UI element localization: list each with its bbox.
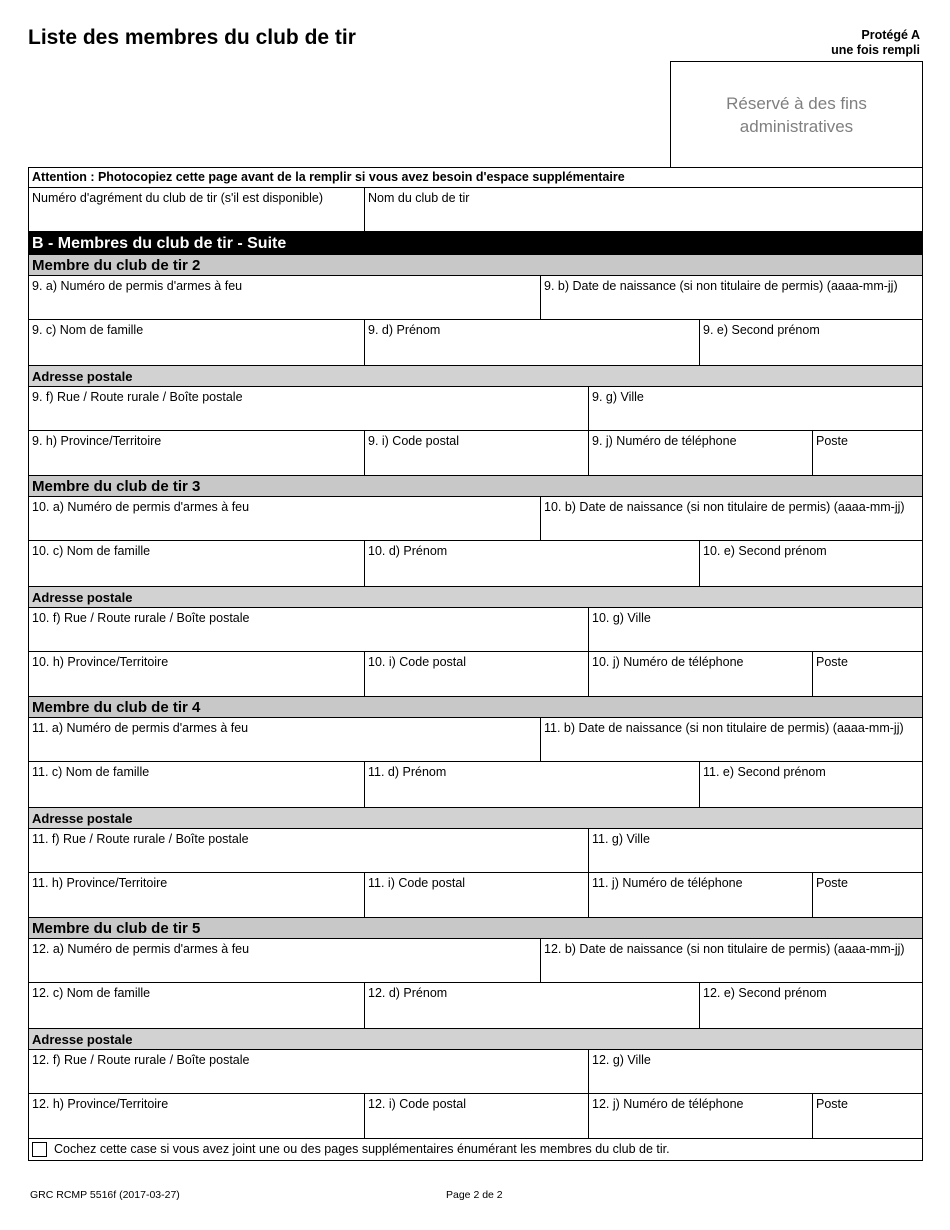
member-4-street-field[interactable]: 11. f) Rue / Route rurale / Boîte postale	[32, 832, 249, 846]
club-approval-number-field[interactable]: Numéro d'agrément du club de tir (s'il est disponible)	[32, 191, 324, 205]
member-4-city-field[interactable]: 11. g) Ville	[588, 829, 922, 872]
member-2-province-field[interactable]: 9. h) Province/Territoire	[32, 434, 162, 448]
members-form	[28, 167, 923, 1161]
additional-pages-row	[29, 1139, 922, 1160]
member-2-title: Membre du club de tir 2	[29, 255, 922, 276]
member-3-title: Membre du club de tir 3	[29, 476, 922, 497]
member-3-permit-field[interactable]: 10. a) Numéro de permis d'armes à feu	[32, 500, 250, 514]
member-4-province-field[interactable]: 11. h) Province/Territoire	[32, 876, 168, 890]
member-3-row-contact	[29, 652, 922, 697]
member-2-row-contact	[29, 431, 922, 476]
photocopy-notice: Attention : Photocopiez cette page avant de la remplir si vous avez besoin d'espace supplémentaire	[29, 168, 922, 188]
member-2-row-street	[29, 387, 922, 431]
additional-pages-checkbox[interactable]	[32, 1142, 47, 1157]
member-2-postal-title: Adresse postale	[29, 366, 922, 387]
section-b-title: B - Membres du club de tir - Suite	[29, 232, 922, 255]
member-5-row-name	[29, 983, 922, 1029]
member-3-row-street	[29, 608, 922, 652]
member-4-last-name-field[interactable]: 11. c) Nom de famille	[32, 765, 150, 779]
admin-line-1: Réservé à des fins	[726, 94, 867, 113]
member-2-permit-field[interactable]: 9. a) Numéro de permis d'armes à feu	[32, 279, 243, 293]
member-5-postal-title: Adresse postale	[29, 1029, 922, 1050]
member-3-row-permit	[29, 497, 922, 541]
member-5-dob-field[interactable]: 12. b) Date de naissance (si non titulaire de permis) (aaaa-mm-jj)	[540, 939, 922, 982]
member-2-city-field[interactable]: 9. g) Ville	[588, 387, 922, 430]
protected-label	[831, 28, 920, 58]
member-3-last-name-field[interactable]: 10. c) Nom de famille	[32, 544, 151, 558]
member-5-phone-field[interactable]: 12. j) Numéro de téléphone	[588, 1094, 812, 1138]
member-2-row-permit	[29, 276, 922, 320]
member-2-street-field[interactable]: 9. f) Rue / Route rurale / Boîte postale	[32, 390, 243, 404]
member-4-row-contact	[29, 873, 922, 918]
member-4-title: Membre du club de tir 4	[29, 697, 922, 718]
member-2-phone-field[interactable]: 9. j) Numéro de téléphone	[588, 431, 812, 475]
club-info-row	[29, 188, 922, 232]
member-5-row-contact	[29, 1094, 922, 1139]
members-container	[29, 255, 922, 1139]
member-4-extension-field[interactable]: Poste	[812, 873, 922, 917]
member-5-first-name-field[interactable]: 12. d) Prénom	[364, 983, 699, 1028]
protected-line-1: Protégé A	[861, 28, 920, 42]
additional-pages-label: Cochez cette case si vous avez joint une ou des pages supplémentaires énumérant les membres du club de tir.	[54, 1142, 670, 1156]
admin-line-2: administratives	[739, 117, 854, 136]
member-3-dob-field[interactable]: 10. b) Date de naissance (si non titulaire de permis) (aaaa-mm-jj)	[540, 497, 922, 540]
member-3-postal-code-field[interactable]: 10. i) Code postal	[364, 652, 588, 696]
member-4-row-street	[29, 829, 922, 873]
form-id: GRC RCMP 5516f (2017-03-27)	[30, 1189, 180, 1201]
member-5-last-name-field[interactable]: 12. c) Nom de famille	[32, 986, 151, 1000]
admin-box	[670, 61, 923, 168]
member-5-postal-code-field[interactable]: 12. i) Code postal	[364, 1094, 588, 1138]
protected-line-2: une fois rempli	[831, 43, 920, 57]
member-5-row-permit	[29, 939, 922, 983]
member-4-dob-field[interactable]: 11. b) Date de naissance (si non titulaire de permis) (aaaa-mm-jj)	[540, 718, 922, 761]
member-3-city-field[interactable]: 10. g) Ville	[588, 608, 922, 651]
member-4-row-name	[29, 762, 922, 808]
member-4-postal-title: Adresse postale	[29, 808, 922, 829]
page-title: Liste des membres du club de tir	[28, 26, 356, 49]
member-2-middle-name-field[interactable]: 9. e) Second prénom	[699, 320, 922, 365]
member-2-postal-code-field[interactable]: 9. i) Code postal	[364, 431, 588, 475]
member-5-permit-field[interactable]: 12. a) Numéro de permis d'armes à feu	[32, 942, 250, 956]
member-2-last-name-field[interactable]: 9. c) Nom de famille	[32, 323, 144, 337]
member-4-first-name-field[interactable]: 11. d) Prénom	[364, 762, 699, 807]
member-3-street-field[interactable]: 10. f) Rue / Route rurale / Boîte postale	[32, 611, 250, 625]
member-3-phone-field[interactable]: 10. j) Numéro de téléphone	[588, 652, 812, 696]
member-3-postal-title: Adresse postale	[29, 587, 922, 608]
member-3-row-name	[29, 541, 922, 587]
member-5-street-field[interactable]: 12. f) Rue / Route rurale / Boîte postale	[32, 1053, 250, 1067]
member-4-permit-field[interactable]: 11. a) Numéro de permis d'armes à feu	[32, 721, 249, 735]
admin-text	[726, 92, 867, 138]
club-name-field[interactable]: Nom du club de tir	[364, 188, 922, 231]
member-2-extension-field[interactable]: Poste	[812, 431, 922, 475]
member-2-first-name-field[interactable]: 9. d) Prénom	[364, 320, 699, 365]
member-3-first-name-field[interactable]: 10. d) Prénom	[364, 541, 699, 586]
member-5-extension-field[interactable]: Poste	[812, 1094, 922, 1138]
member-4-postal-code-field[interactable]: 11. i) Code postal	[364, 873, 588, 917]
member-5-title: Membre du club de tir 5	[29, 918, 922, 939]
member-3-province-field[interactable]: 10. h) Province/Territoire	[32, 655, 169, 669]
member-5-row-street	[29, 1050, 922, 1094]
member-3-extension-field[interactable]: Poste	[812, 652, 922, 696]
member-5-middle-name-field[interactable]: 12. e) Second prénom	[699, 983, 922, 1028]
member-4-row-permit	[29, 718, 922, 762]
page-number: Page 2 de 2	[446, 1189, 503, 1201]
member-2-dob-field[interactable]: 9. b) Date de naissance (si non titulaire de permis) (aaaa-mm-jj)	[540, 276, 922, 319]
member-5-province-field[interactable]: 12. h) Province/Territoire	[32, 1097, 169, 1111]
member-2-row-name	[29, 320, 922, 366]
member-4-middle-name-field[interactable]: 11. e) Second prénom	[699, 762, 922, 807]
member-4-phone-field[interactable]: 11. j) Numéro de téléphone	[588, 873, 812, 917]
member-3-middle-name-field[interactable]: 10. e) Second prénom	[699, 541, 922, 586]
member-5-city-field[interactable]: 12. g) Ville	[588, 1050, 922, 1093]
